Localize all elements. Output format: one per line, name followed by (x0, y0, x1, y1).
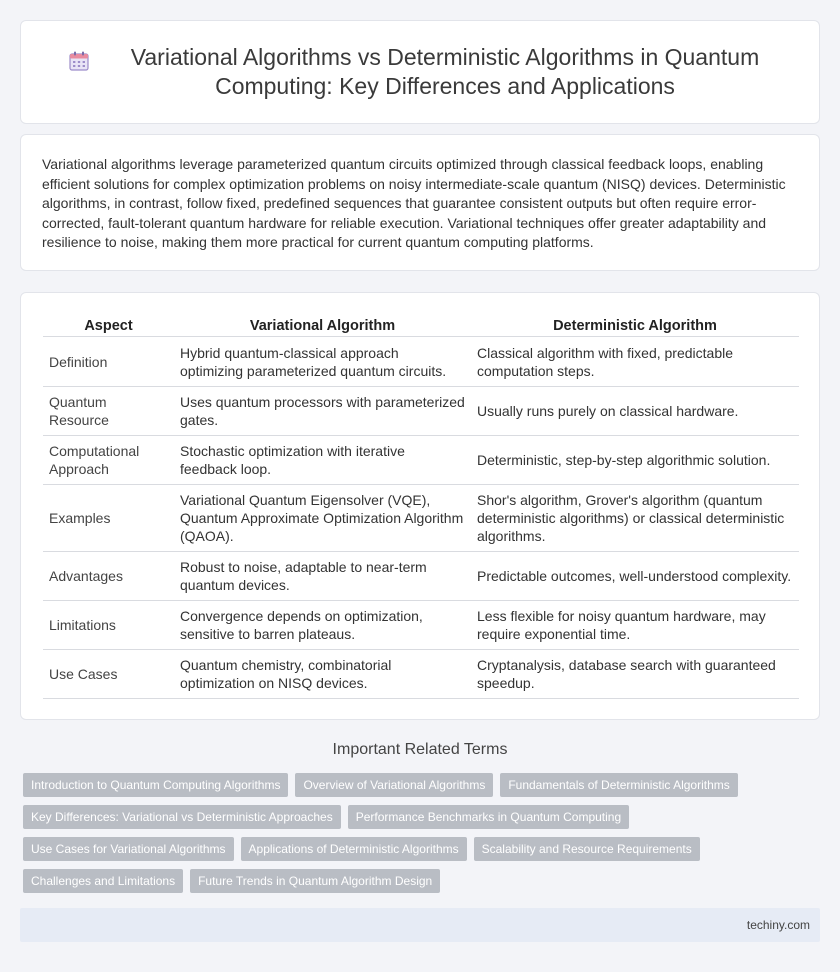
related-term-tag[interactable]: Introduction to Quantum Computing Algorithms (23, 773, 288, 797)
aspect-cell: Definition (43, 337, 174, 387)
variational-cell: Quantum chemistry, combinatorial optimization on NISQ devices. (174, 650, 471, 699)
deterministic-cell: Deterministic, step-by-step algorithmic solution. (471, 436, 799, 485)
deterministic-cell: Shor's algorithm, Grover's algorithm (quantum deterministic algorithms) or classical deterministic algorithms. (471, 485, 799, 552)
aspect-cell: Examples (43, 485, 174, 552)
related-term-tag[interactable]: Applications of Deterministic Algorithms (241, 837, 467, 861)
related-term-tag[interactable]: Future Trends in Quantum Algorithm Design (190, 869, 440, 893)
variational-cell: Convergence depends on optimization, sensitive to barren plateaus. (174, 601, 471, 650)
related-term-tag[interactable]: Fundamentals of Deterministic Algorithms (500, 773, 737, 797)
deterministic-cell: Usually runs purely on classical hardware. (471, 387, 799, 436)
related-terms-heading: Important Related Terms (332, 741, 508, 758)
column-header-variational: Variational Algorithm (174, 315, 471, 337)
column-header-aspect: Aspect (43, 315, 174, 337)
variational-cell: Robust to noise, adaptable to near-term quantum devices. (174, 552, 471, 601)
deterministic-cell: Predictable outcomes, well-understood complexity. (471, 552, 799, 601)
tag-row (23, 837, 813, 861)
table-row (43, 650, 799, 699)
column-header-deterministic: Deterministic Algorithm (471, 315, 799, 337)
table-row (43, 337, 799, 387)
deterministic-cell: Classical algorithm with fixed, predictable computation steps. (471, 337, 799, 387)
table-row (43, 387, 799, 436)
comparison-table (43, 315, 799, 699)
intro-paragraph: Variational algorithms leverage parameterized quantum circuits optimized through classical feedback loops, enabling efficient solutions for complex optimization problems on noisy intermediate-scale quantum (NISQ) devices. Deterministic algorithms, in contrast, follow fixed, predefined sequences that guarantee consistent outputs but often require error-corrected, fault-tolerant quantum hardware for reliable execution. Variational techniques offer greater adaptability and resilience to noise, making them more practical for current quantum computing platforms. (42, 156, 786, 251)
aspect-cell: Limitations (43, 601, 174, 650)
table-row (43, 601, 799, 650)
variational-cell: Variational Quantum Eigensolver (VQE), Quantum Approximate Optimization Algorithm (QAOA). (174, 485, 471, 552)
table-row (43, 436, 799, 485)
aspect-cell: Use Cases (43, 650, 174, 699)
related-term-tag[interactable]: Key Differences: Variational vs Deterministic Approaches (23, 805, 341, 829)
variational-cell: Stochastic optimization with iterative feedback loop. (174, 436, 471, 485)
comparison-card (20, 292, 820, 720)
related-term-tag[interactable]: Performance Benchmarks in Quantum Computing (348, 805, 629, 829)
aspect-cell: Quantum Resource (43, 387, 174, 436)
footer-bar (20, 908, 820, 942)
header-card (20, 20, 820, 124)
related-term-tag[interactable]: Scalability and Resource Requirements (474, 837, 700, 861)
page-title: Variational Algorithms vs Deterministic Algorithms in Quantum Computing: Key Differences and Applications (130, 44, 760, 99)
aspect-cell: Computational Approach (43, 436, 174, 485)
variational-cell: Uses quantum processors with parameterized gates. (174, 387, 471, 436)
table-row (43, 485, 799, 552)
tag-row (23, 869, 813, 893)
related-term-tag[interactable]: Challenges and Limitations (23, 869, 183, 893)
intro-card (20, 134, 820, 271)
related-term-tag[interactable]: Use Cases for Variational Algorithms (23, 837, 234, 861)
tag-row (23, 773, 813, 797)
table-row (43, 552, 799, 601)
related-terms-tags (23, 773, 813, 901)
aspect-cell: Advantages (43, 552, 174, 601)
related-term-tag[interactable]: Overview of Variational Algorithms (295, 773, 493, 797)
footer-site-link[interactable]: techiny.com (746, 918, 810, 932)
deterministic-cell: Less flexible for noisy quantum hardware, may require exponential time. (471, 601, 799, 650)
variational-cell: Hybrid quantum-classical approach optimizing parameterized quantum circuits. (174, 337, 471, 387)
tag-row (23, 805, 813, 829)
table-header-row (43, 315, 799, 337)
deterministic-cell: Cryptanalysis, database search with guaranteed speedup. (471, 650, 799, 699)
